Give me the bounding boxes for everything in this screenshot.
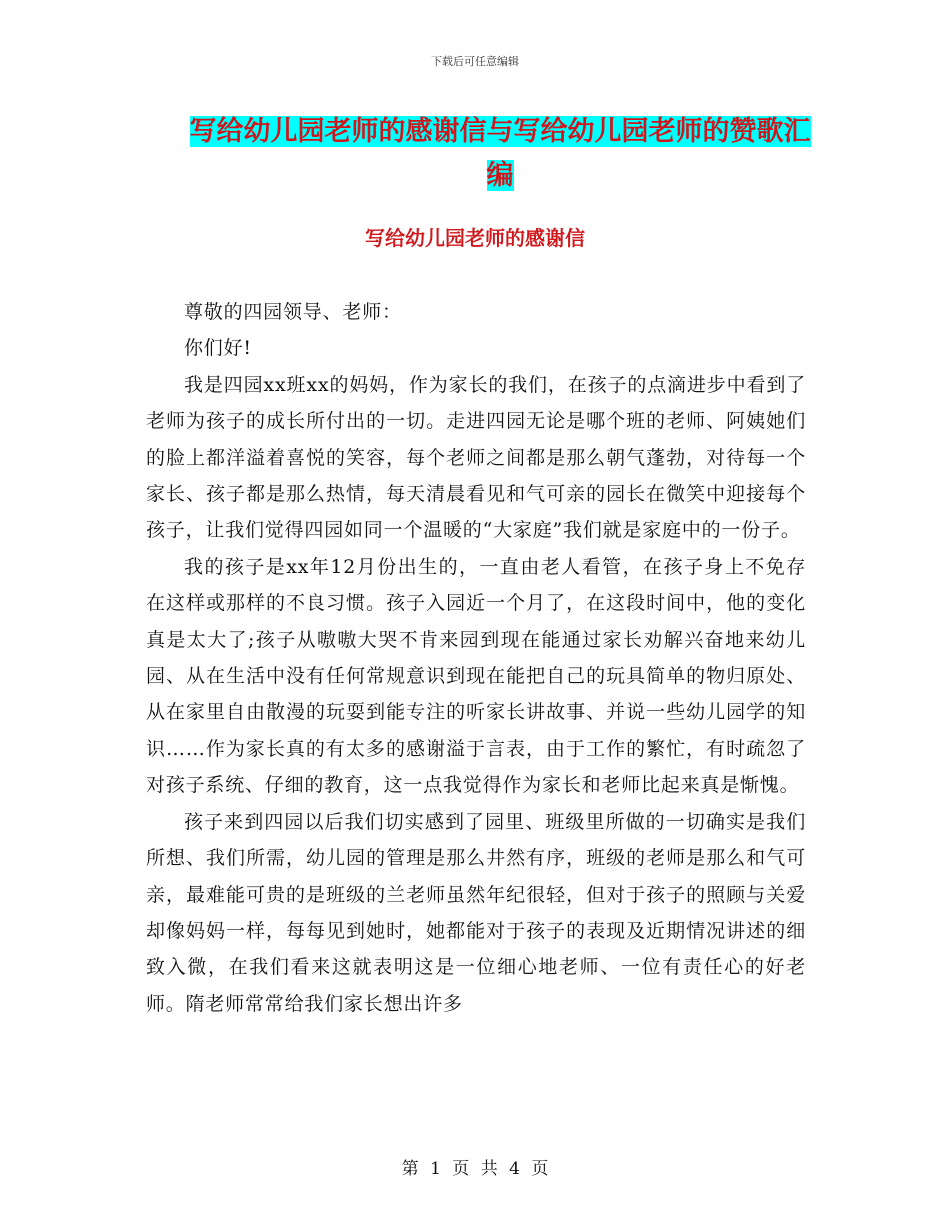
greeting: 你们好! bbox=[184, 337, 252, 360]
salutation: 尊敬的四园领导、老师： bbox=[184, 301, 402, 323]
section-title: 写给幼儿园老师的感谢信 bbox=[365, 226, 585, 250]
page-header-note: 下载后可任意编辑 bbox=[431, 55, 519, 68]
paragraph: 孩子来到四园以后我们切实感到了园里、班级里所做的一切确实是我们所想、我们所需，幼儿园的管理是那么井然有序，班级的老师是那么和气可亲，最难能可贵的是班级的兰老师虽然年纪很轻，但对于孩子的照顾与关爱却像妈妈一样，每每见到她时，她都能对于孩子的表现及近期情况讲述的细致入微，在我们看来这就表明这是一位细心地老师、一位有责任心的好老师。隋老师常常给我们家长想出许多 bbox=[146, 810, 806, 1015]
paragraph: 我是四园xx班xx的妈妈，作为家长的我们，在孩子的点滴进步中看到了老师为孩子的成长所付出的一切。走进四园无论是哪个班的老师、阿姨她们的脸上都洋溢着喜悦的笑容，每个老师之间都是那么朝气蓬勃，对待每一个家长、孩子都是那么热情，每天清晨看见和气可亲的园长在微笑中迎接每个孩子，让我们觉得四园如同一个温暖的“大家庭”我们就是家庭中的一份子。 bbox=[146, 373, 806, 542]
paragraph: 我的孩子是xx年12月份出生的，一直由老人看管，在孩子身上不免存在这样或那样的不良习惯。孩子入园近一个月了，在这段时间中，他的变化真是太大了;孩子从嗷嗷大哭不肯来园到现在能通过家长劝解兴奋地来幼儿园、从在生活中没有任何常规意识到现在能把自己的玩具简单的物归原处、从在家里自由散漫的玩耍到能专注的听家长讲故事、并说一些幼儿园学的知识……作为家长真的有太多的感谢溢于言表，由于工作的繁忙，有时疏忽了对孩子系统、仔细的教育，这一点我觉得作为家长和老师比起来真是惭愧。 bbox=[146, 555, 806, 797]
document-title-line2: 编 bbox=[486, 160, 514, 191]
document-title-line1: 写给幼儿园老师的感谢信与写给幼儿园老师的赞歌汇 bbox=[189, 116, 811, 147]
page-number: 第 1 页 共 4 页 bbox=[401, 1159, 549, 1179]
letter-body bbox=[146, 294, 806, 1022]
document-title bbox=[150, 110, 850, 198]
